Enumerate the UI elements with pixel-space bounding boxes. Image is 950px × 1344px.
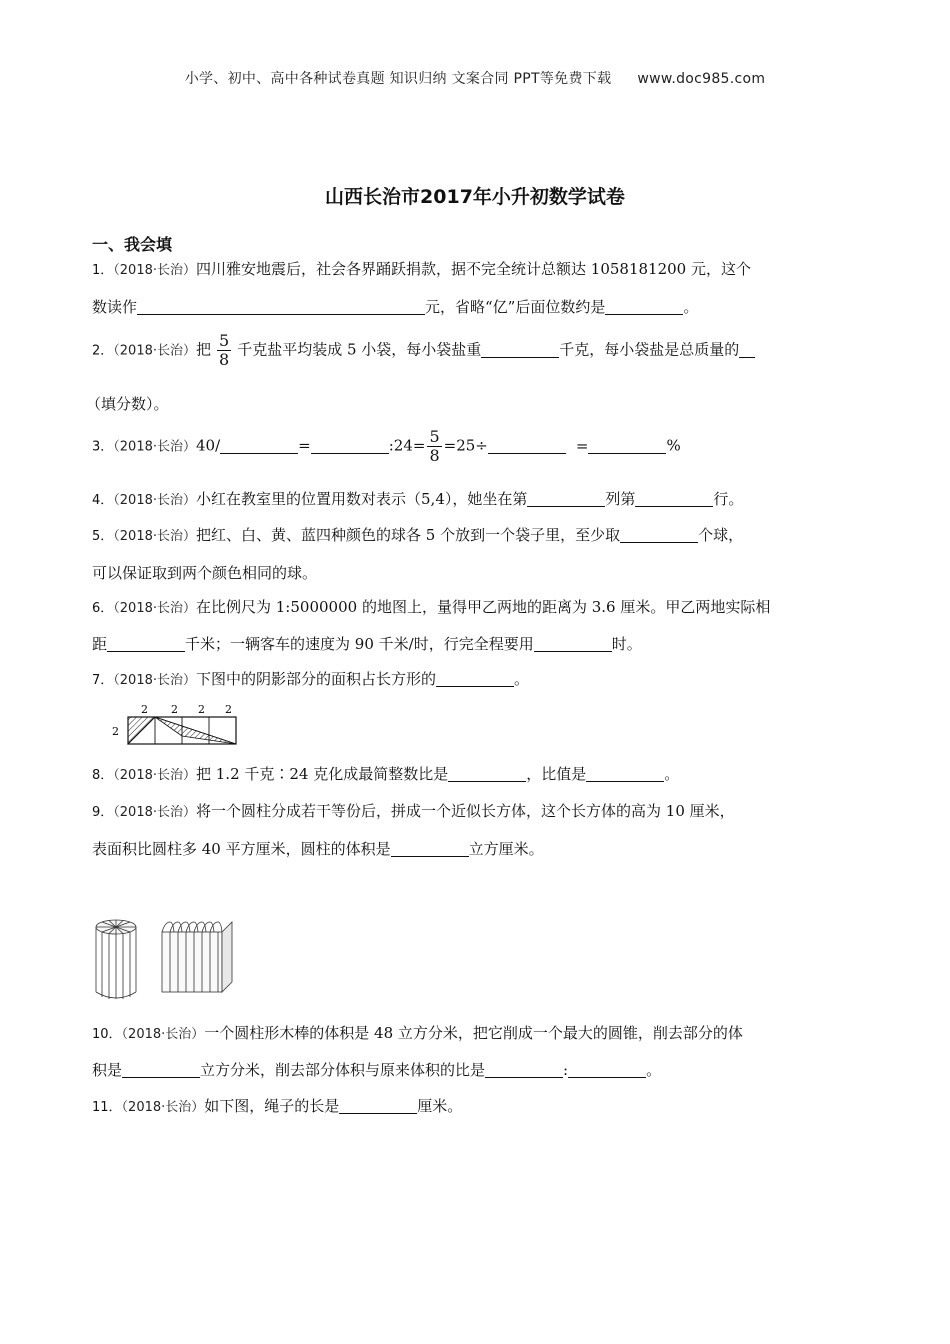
q5-line1 <box>92 524 743 548</box>
q2-line1 <box>92 332 755 369</box>
q1-number: 1． <box>92 263 114 278</box>
q10-line2 <box>92 1059 661 1081</box>
q7-top-label-2: 2 <box>171 703 178 716</box>
q2-line2 <box>86 393 169 415</box>
q9-line1 <box>92 800 735 824</box>
q9-source: （2018·长治） <box>113 805 196 820</box>
q2-frac-denominator: 8 <box>219 350 230 369</box>
q1-text-c: 元，省略“亿”后面位数约是 <box>425 298 606 316</box>
q4-text-a: 小红在教室里的位置用数对表示（5,4），她坐在第 <box>196 490 528 508</box>
q3-text-d: =25÷ <box>443 436 488 455</box>
q7-source: （2018·长治） <box>113 673 196 688</box>
q9-blank-1[interactable] <box>391 840 469 857</box>
q1-blank-1[interactable] <box>137 298 425 315</box>
q6-text-b: 距 <box>92 635 108 653</box>
q4-source: （2018·长治） <box>113 493 196 508</box>
q3-text-e: = <box>575 436 589 455</box>
q11-line <box>92 1095 462 1119</box>
q5-number: 5． <box>92 529 114 544</box>
q10-text-a: 一个圆柱形木棒的体积是 48 立方分米，把它削成一个最大的圆锥，削去部分的体 <box>204 1024 743 1042</box>
q2-blank-2[interactable] <box>739 341 755 358</box>
q4-text-c: 行。 <box>713 490 744 508</box>
q10-blank-2[interactable] <box>485 1061 563 1078</box>
q1-blank-2[interactable] <box>605 298 683 315</box>
q6-blank-2[interactable] <box>534 635 612 652</box>
q10-line1 <box>92 1022 743 1046</box>
q6-text-c: 千米；一辆客车的速度为 90 千米/时，行完全程要用 <box>185 635 534 653</box>
q10-number: 10． <box>92 1027 122 1042</box>
q3-blank-1[interactable] <box>220 437 298 454</box>
q7-text-a: 下图中的阴影部分的面积占长方形的 <box>196 670 437 688</box>
q2-text-b: 千克盐平均装成 5 小袋，每小袋盐重 <box>237 340 482 359</box>
q10-blank-3[interactable] <box>568 1061 646 1078</box>
q3-source: （2018·长治） <box>113 439 196 455</box>
q6-source: （2018·长治） <box>113 601 196 616</box>
header-text: 小学、初中、高中各种试卷真题 知识归纳 文案合同 PPT等免费下载 <box>184 71 612 87</box>
header-url[interactable]: www.doc985.com <box>637 71 766 87</box>
q2-blank-1[interactable] <box>481 341 559 358</box>
q3-blank-2[interactable] <box>311 437 389 454</box>
q8-text-c: 。 <box>664 765 680 783</box>
q8-line <box>92 763 679 787</box>
q8-blank-2[interactable] <box>586 765 664 782</box>
q10-source: （2018·长治） <box>121 1027 205 1042</box>
q9-text-c: 立方厘米。 <box>468 840 544 858</box>
page-title: 山西长治市2017年小升初数学试卷 <box>325 186 625 208</box>
q4-text-b: 列第 <box>605 490 636 508</box>
q11-text-b: 厘米。 <box>417 1097 463 1115</box>
q6-number: 6． <box>92 601 114 616</box>
q9-text-a: 将一个圆柱分成若干等份后，拼成一个近似长方体，这个长方体的高为 10 厘米， <box>196 802 735 820</box>
q2-text-d: （填分数）。 <box>86 395 169 413</box>
q7-side-label: 2 <box>112 725 119 738</box>
q2-frac-numerator: 5 <box>219 331 230 350</box>
q8-source: （2018·长治） <box>113 768 196 783</box>
q7-text-b: 。 <box>514 670 530 688</box>
q6-line1 <box>92 596 770 620</box>
q3-text-b: = <box>298 436 311 455</box>
q7-top-label-4: 2 <box>225 703 232 716</box>
q10-text-c: 立方分米，削去部分体积与原来体积的比是 <box>200 1061 486 1079</box>
q5-blank-1[interactable] <box>620 526 698 543</box>
q9-cylinder-figure <box>92 910 252 1004</box>
q3-line <box>92 428 681 465</box>
q10-text-b: 积是 <box>92 1061 123 1079</box>
q7-blank-1[interactable] <box>436 670 514 687</box>
q5-text-c: 可以保证取到两个颜色相同的球。 <box>92 564 318 582</box>
q5-text-b: 个球， <box>698 526 744 544</box>
q3-text-f: % <box>666 436 681 455</box>
q3-blank-4[interactable] <box>588 437 666 454</box>
q3-frac-denominator: 8 <box>429 446 440 465</box>
q7-rectangle-figure <box>108 700 248 748</box>
q6-blank-1[interactable] <box>107 635 185 652</box>
q3-text-a: 40/ <box>196 436 221 455</box>
q9-line2 <box>92 838 544 860</box>
q2-text-a: 把 <box>196 340 212 359</box>
q11-number: 11． <box>92 1100 122 1115</box>
q2-number: 2． <box>92 343 114 359</box>
q3-frac-numerator: 5 <box>429 427 440 446</box>
q8-number: 8． <box>92 768 114 783</box>
q1-text-a: 四川雅安地震后，社会各界踊跃捐款，据不完全统计总额达 1058181200 元，这个 <box>196 260 751 278</box>
q10-text-e: 。 <box>646 1061 662 1079</box>
q1-text-d: 。 <box>683 298 699 316</box>
q9-number: 9． <box>92 805 114 820</box>
q4-blank-2[interactable] <box>635 490 713 507</box>
q5-text-a: 把红、白、黄、蓝四种颜色的球各 5 个放到一个袋子里，至少取 <box>196 526 621 544</box>
q9-text-b: 表面积比圆柱多 40 平方厘米，圆柱的体积是 <box>92 840 391 858</box>
q6-line2 <box>92 633 642 655</box>
q11-blank-1[interactable] <box>339 1097 417 1114</box>
q7-line <box>92 668 529 692</box>
q4-blank-1[interactable] <box>527 490 605 507</box>
q11-text-a: 如下图，绳子的长是 <box>204 1097 340 1115</box>
q7-number: 7． <box>92 673 114 688</box>
page-header <box>0 68 950 88</box>
q10-text-d: : <box>563 1061 569 1079</box>
q3-number: 3． <box>92 439 114 455</box>
q3-blank-3[interactable] <box>488 437 566 454</box>
q6-text-a: 在比例尺为 1:5000000 的地图上，量得甲乙两地的距离为 3.6 厘米。甲乙两地实际相 <box>196 598 771 616</box>
q5-source: （2018·长治） <box>113 529 196 544</box>
q7-top-label-3: 2 <box>198 703 205 716</box>
q10-blank-1[interactable] <box>122 1061 200 1078</box>
q3-fraction <box>427 428 441 465</box>
q8-text-b: ，比值是 <box>526 765 587 783</box>
q4-number: 4． <box>92 493 114 508</box>
q2-fraction <box>217 332 231 369</box>
q7-top-label-1: 2 <box>141 703 148 716</box>
q2-source: （2018·长治） <box>113 343 196 359</box>
q5-line2 <box>92 562 317 584</box>
q2-text-c: 千克，每小袋盐是总质量的 <box>559 340 740 359</box>
q11-source: （2018·长治） <box>121 1100 205 1115</box>
q1-source: （2018·长治） <box>113 263 196 278</box>
q4-line <box>92 488 743 512</box>
q8-blank-1[interactable] <box>448 765 526 782</box>
q1-text-b: 数读作 <box>92 298 138 316</box>
q8-text-a: 把 1.2 千克∶24 克化成最简整数比是 <box>196 765 449 783</box>
q1-line2 <box>92 296 698 318</box>
q3-text-c: :24= <box>388 436 426 455</box>
section-heading: 一、我会填 <box>92 235 173 254</box>
q6-text-d: 时。 <box>611 635 642 653</box>
q1-line1 <box>92 258 751 282</box>
